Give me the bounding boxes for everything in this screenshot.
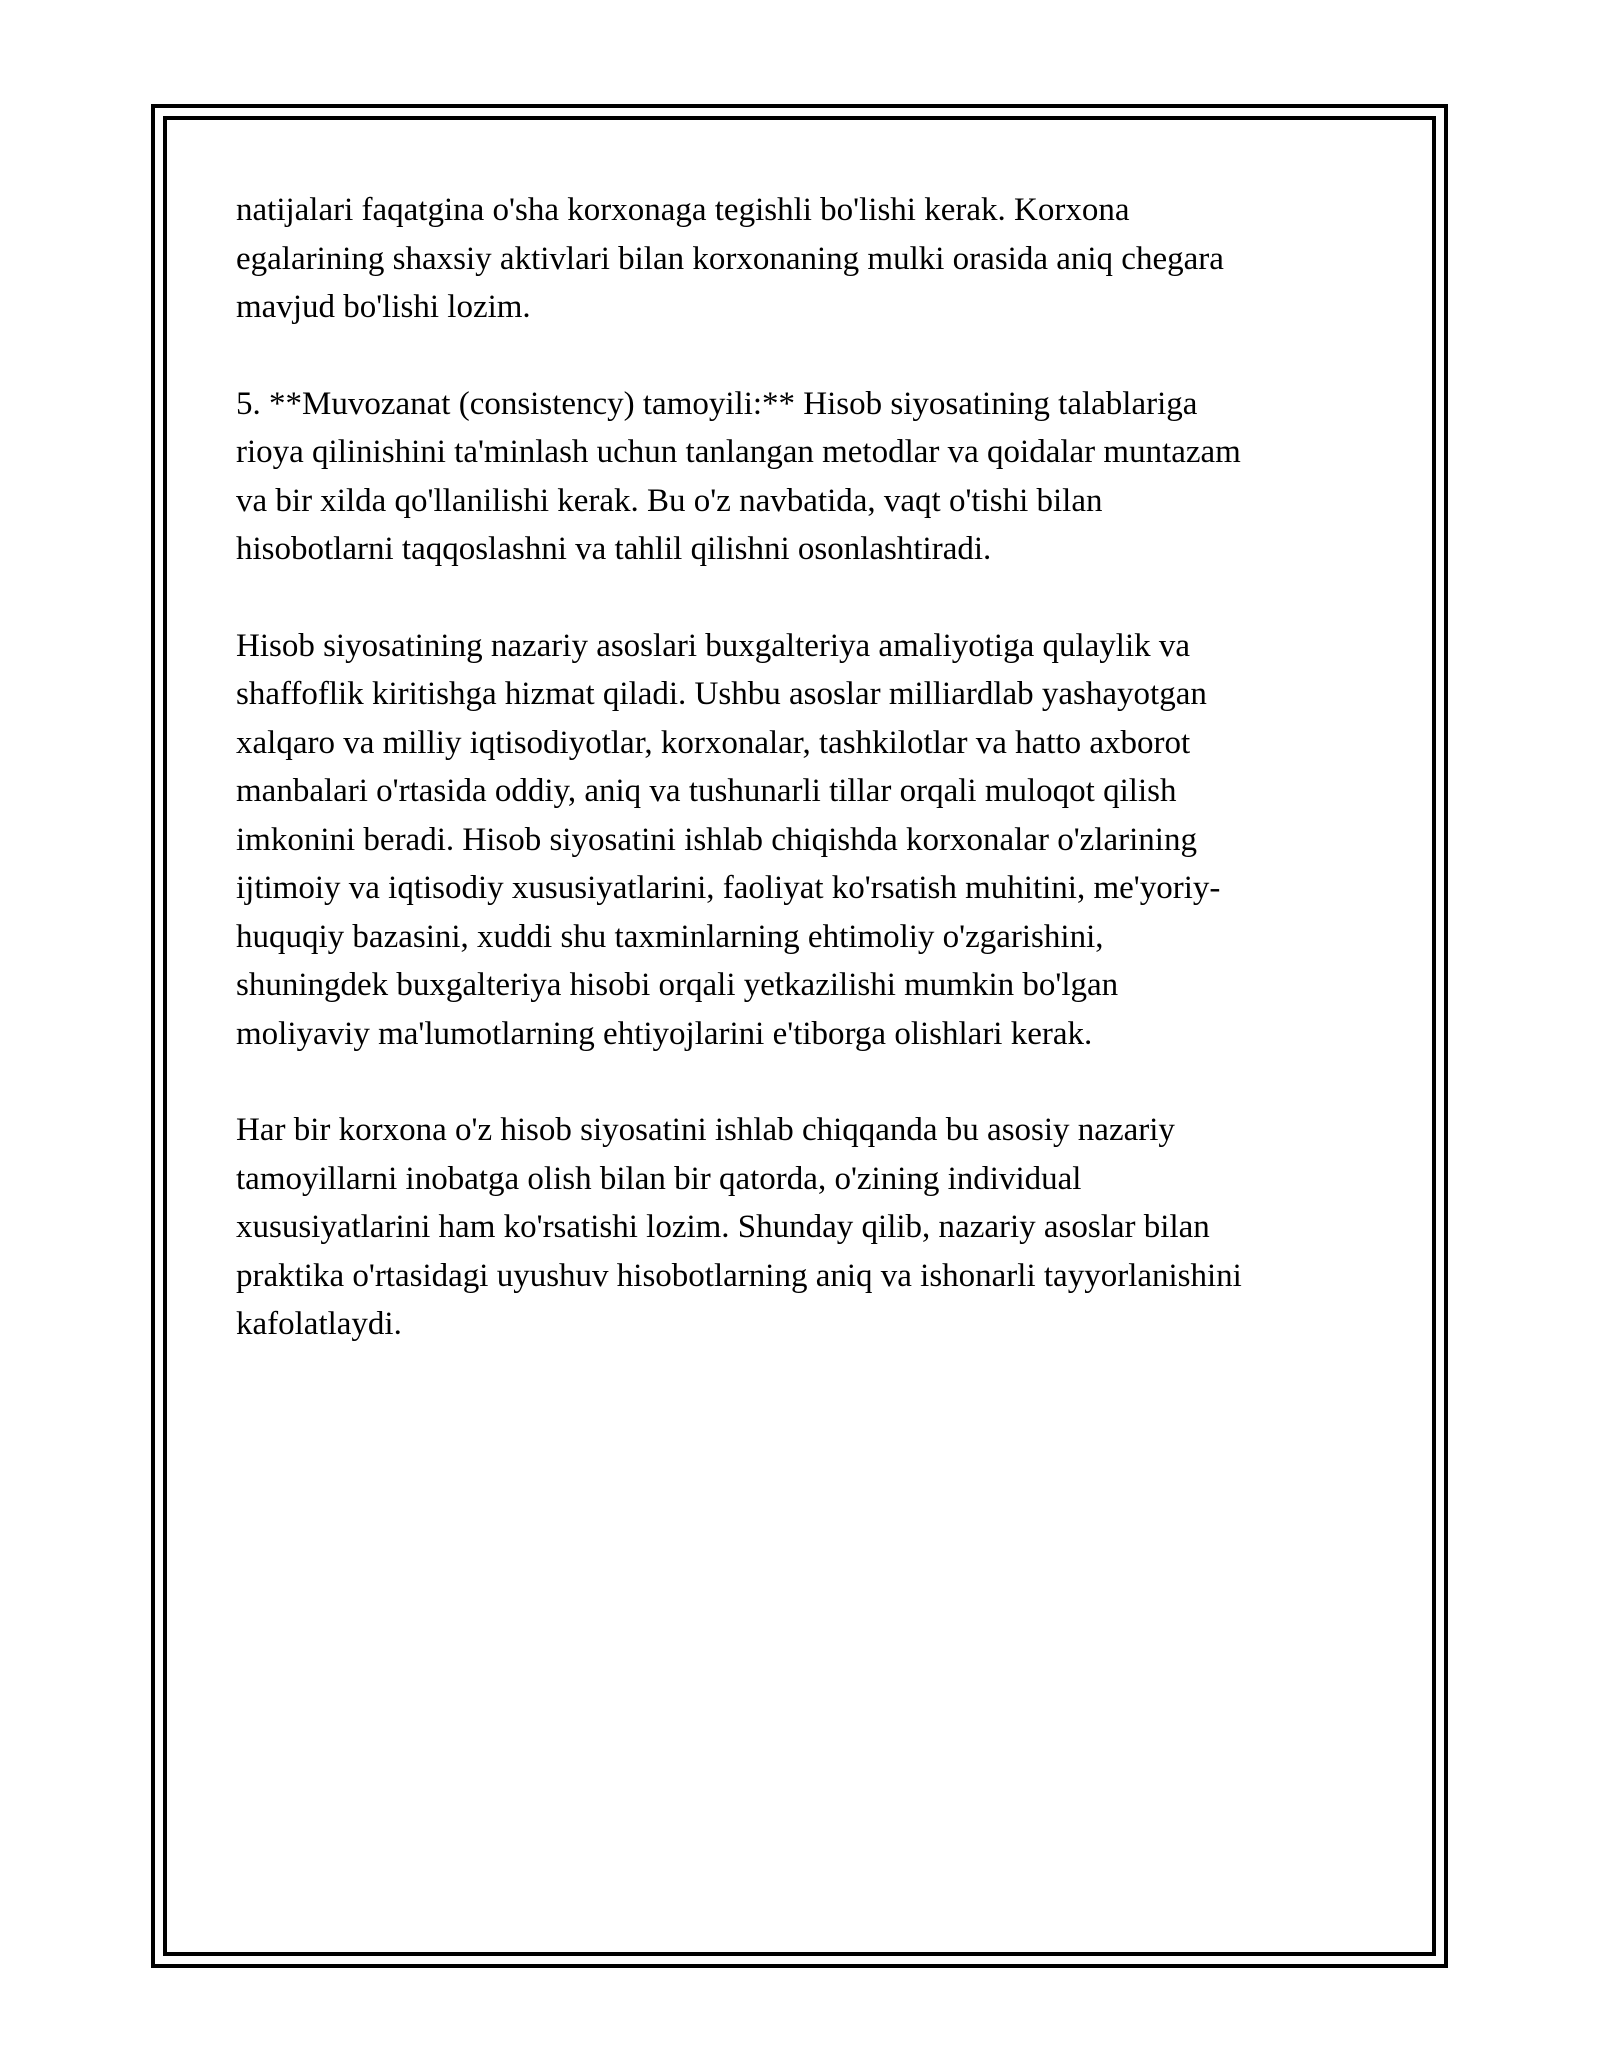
text-line: shuningdek buxgalteriya hisobi orqali yetkazilishi mumkin bo'lgan — [236, 967, 1119, 1003]
text-line: tamoyillarni inobatga olish bilan bir qatorda, o'zining individual — [236, 1160, 1082, 1197]
text-line: praktika o'rtasidagi uyushuv hisobotlarning aniq va ishonarli tayyorlanishini — [236, 1257, 1242, 1294]
text-line: mavjud bo'lishi lozim. — [236, 289, 531, 325]
text-line: hisobotlarni taqqoslashni va tahlil qilishni osonlashtiradi. — [236, 531, 992, 567]
text-line: shaffoflik kiritishga hizmat qiladi. Ushbu asoslar milliardlab yashayotgan — [236, 676, 1207, 712]
text-line: Hisob siyosatining nazariy asoslari buxgalteriya amaliyotiga qulaylik va — [236, 627, 1191, 664]
paragraph-conclusion — [236, 1106, 1376, 1349]
text-line: kafolatlaydi. — [236, 1306, 402, 1342]
text-line: imkonini beradi. Hisob siyosatini ishlab chiqishda korxonalar o'zlarining — [236, 821, 1197, 858]
paragraph-entity-principle-end — [236, 186, 1376, 332]
text-line: xalqaro va milliy iqtisodiyotlar, korxonalar, tashkilotlar va hatto axborot — [236, 724, 1191, 761]
text-line: rioya qilinishini ta'minlash uchun tanlangan metodlar va qoidalar muntazam — [236, 434, 1241, 470]
paragraph-consistency-principle — [236, 380, 1376, 574]
text-line: natijalari faqatgina o'sha korxonaga tegishli bo'lishi kerak. Korxona — [236, 192, 1130, 228]
text-line: Har bir korxona o'z hisob siyosatini ishlab chiqqanda bu asosiy nazariy — [236, 1112, 1175, 1148]
text-line: 5. **Muvozanat (consistency) tamoyili:** Hisob siyosatining talablariga — [236, 385, 1198, 422]
text-line: huquqiy bazasini, xuddi shu taxminlarning ehtimoliy o'zgarishini, — [236, 918, 1104, 955]
text-line: egalarining shaxsiy aktivlari bilan korxonaning mulki orasida aniq chegara — [236, 240, 1224, 277]
text-line: moliyaviy ma'lumotlarning ehtiyojlarini e'tiborga olishlari kerak. — [236, 1015, 1093, 1052]
text-line: manbalari o'rtasida oddiy, aniq va tushunarli tillar orqali muloqot qilish — [236, 773, 1177, 809]
text-line: ijtimoiy va iqtisodiy xususiyatlarini, faoliyat ko'rsatish muhitini, me'yoriy- — [236, 870, 1221, 906]
text-line: va bir xilda qo'llanilishi kerak. Bu o'z navbatida, vaqt o'tishi bilan — [236, 482, 1103, 519]
text-line: xususiyatlarini ham ko'rsatishi lozim. Shunday qilib, nazariy asoslar bilan — [236, 1209, 1210, 1245]
document-body — [236, 186, 1376, 1397]
paragraph-theoretical-foundations — [236, 622, 1376, 1059]
